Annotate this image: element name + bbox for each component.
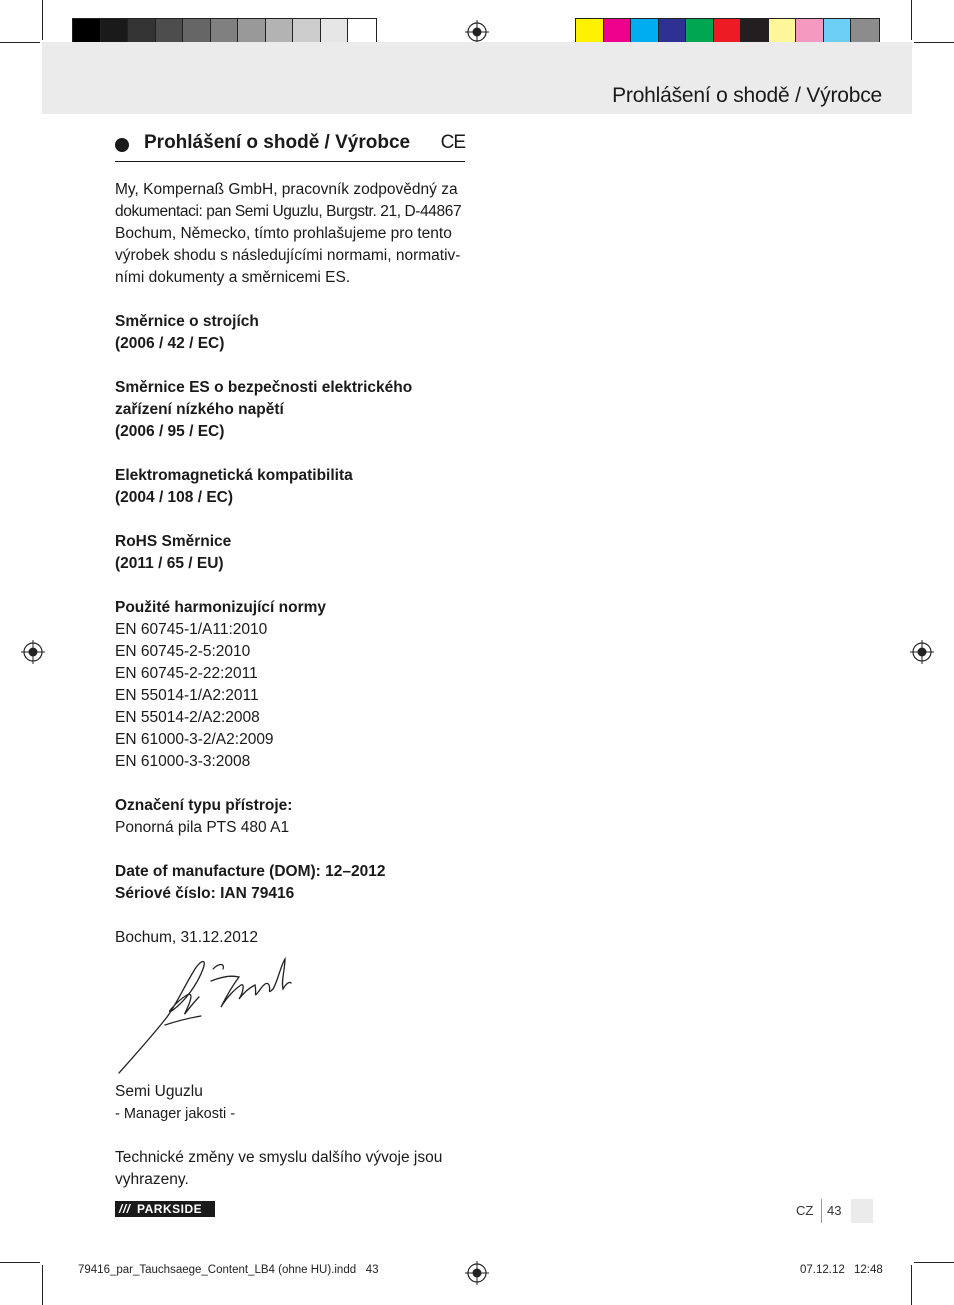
directive-line: (2011 / 65 / EU) bbox=[115, 555, 224, 572]
norm-item: EN 60745-1/A11:2010 bbox=[115, 621, 268, 638]
slug-filename: 79416_par_Tauchsaege_Content_LB4 (ohne HU).indd 43 bbox=[78, 1264, 379, 1276]
directive-line: Elektromagnetická kompatibilita bbox=[115, 467, 353, 484]
ce-mark-icon: CE bbox=[440, 132, 465, 153]
crop-mark bbox=[42, 0, 43, 40]
crop-mark bbox=[914, 1262, 954, 1263]
place-date: Bochum, 31.12.2012 bbox=[115, 929, 259, 946]
directive-line: (2006 / 95 / EC) bbox=[115, 423, 225, 440]
type-value: Ponorná pila PTS 480 A1 bbox=[115, 819, 290, 836]
page-header-title: Prohlášení o shodě / Výrobce bbox=[612, 84, 882, 107]
language-code: CZ bbox=[796, 1203, 814, 1218]
crop-mark bbox=[914, 42, 954, 43]
registration-mark-icon bbox=[910, 640, 934, 664]
note-line: Technické změny ve smyslu dalšího vývoje jsou bbox=[115, 1149, 443, 1166]
norm-item: EN 60745-2-5:2010 bbox=[115, 643, 251, 660]
registration-mark-icon bbox=[465, 1261, 489, 1285]
technical-note bbox=[115, 1147, 470, 1191]
intro-paragraph bbox=[115, 179, 470, 289]
directive-line: zařízení nízkého napětí bbox=[115, 401, 284, 418]
crop-mark bbox=[911, 0, 912, 40]
manufacture-block bbox=[115, 861, 470, 905]
bullet-icon bbox=[115, 138, 129, 152]
serial-number: Sériové číslo: IAN 79416 bbox=[115, 885, 295, 902]
norms-heading: Použité harmonizující normy bbox=[115, 599, 326, 616]
parkside-logo bbox=[115, 1201, 215, 1217]
directive-machinery bbox=[115, 311, 470, 355]
directive-emc bbox=[115, 465, 470, 509]
registration-mark-icon bbox=[21, 640, 45, 664]
signatory-role: - Manager jakosti - bbox=[115, 1106, 236, 1122]
crop-mark bbox=[0, 1262, 40, 1263]
crop-mark bbox=[0, 42, 40, 43]
logo-text: PARKSIDE bbox=[137, 1202, 203, 1216]
page-number-box bbox=[851, 1199, 873, 1223]
intro-line: My, Kompernaß GmbH, pracovník zodpovědný za bbox=[115, 181, 458, 198]
norm-item: EN 61000-3-2/A2:2009 bbox=[115, 731, 274, 748]
type-heading: Označení typu přístroje: bbox=[115, 797, 293, 814]
directive-line: RoHS Směrnice bbox=[115, 533, 232, 550]
intro-line: výrobek shodu s následujícími normami, normativ- bbox=[115, 247, 461, 264]
date-of-manufacture: Date of manufacture (DOM): 12–2012 bbox=[115, 863, 386, 880]
crop-mark bbox=[42, 1265, 43, 1305]
directive-low-voltage bbox=[115, 377, 470, 443]
page-number-divider bbox=[821, 1199, 822, 1223]
registration-mark-icon bbox=[465, 20, 489, 44]
norm-item: EN 55014-1/A2:2011 bbox=[115, 687, 259, 704]
norm-item: EN 60745-2-22:2011 bbox=[115, 665, 258, 682]
signatory-name: Semi Uguzlu bbox=[115, 1083, 203, 1100]
note-line: vyhrazeny. bbox=[115, 1171, 189, 1188]
norms-block bbox=[115, 597, 470, 773]
directive-line: (2004 / 108 / EC) bbox=[115, 489, 234, 506]
norm-item: EN 55014-2/A2:2008 bbox=[115, 709, 260, 726]
section-heading bbox=[115, 131, 465, 162]
intro-line: ními dokumenty a směrnicemi ES. bbox=[115, 269, 351, 286]
signatory-block bbox=[115, 1081, 470, 1125]
section-title: Prohlášení o shodě / Výrobce bbox=[144, 132, 411, 153]
intro-line: dokumentaci: pan Semi Uguzlu, Burgstr. 21, D-44867 bbox=[115, 203, 462, 220]
directive-rohs bbox=[115, 531, 470, 575]
directive-line: Směrnice ES o bezpečnosti elektrického bbox=[115, 379, 413, 396]
type-block bbox=[115, 795, 470, 839]
directive-line: (2006 / 42 / EC) bbox=[115, 335, 225, 352]
logo-stripes: /// bbox=[119, 1202, 131, 1216]
directive-line: Směrnice o strojích bbox=[115, 313, 259, 330]
handwritten-signature-icon bbox=[115, 955, 295, 1080]
norm-item: EN 61000-3-3:2008 bbox=[115, 753, 251, 770]
page-number: 43 bbox=[827, 1203, 842, 1218]
crop-mark bbox=[911, 1265, 912, 1305]
slug-datetime: 07.12.12 12:48 bbox=[800, 1264, 883, 1276]
intro-line: Bochum, Německo, tímto prohlašujeme pro tento bbox=[115, 225, 452, 242]
